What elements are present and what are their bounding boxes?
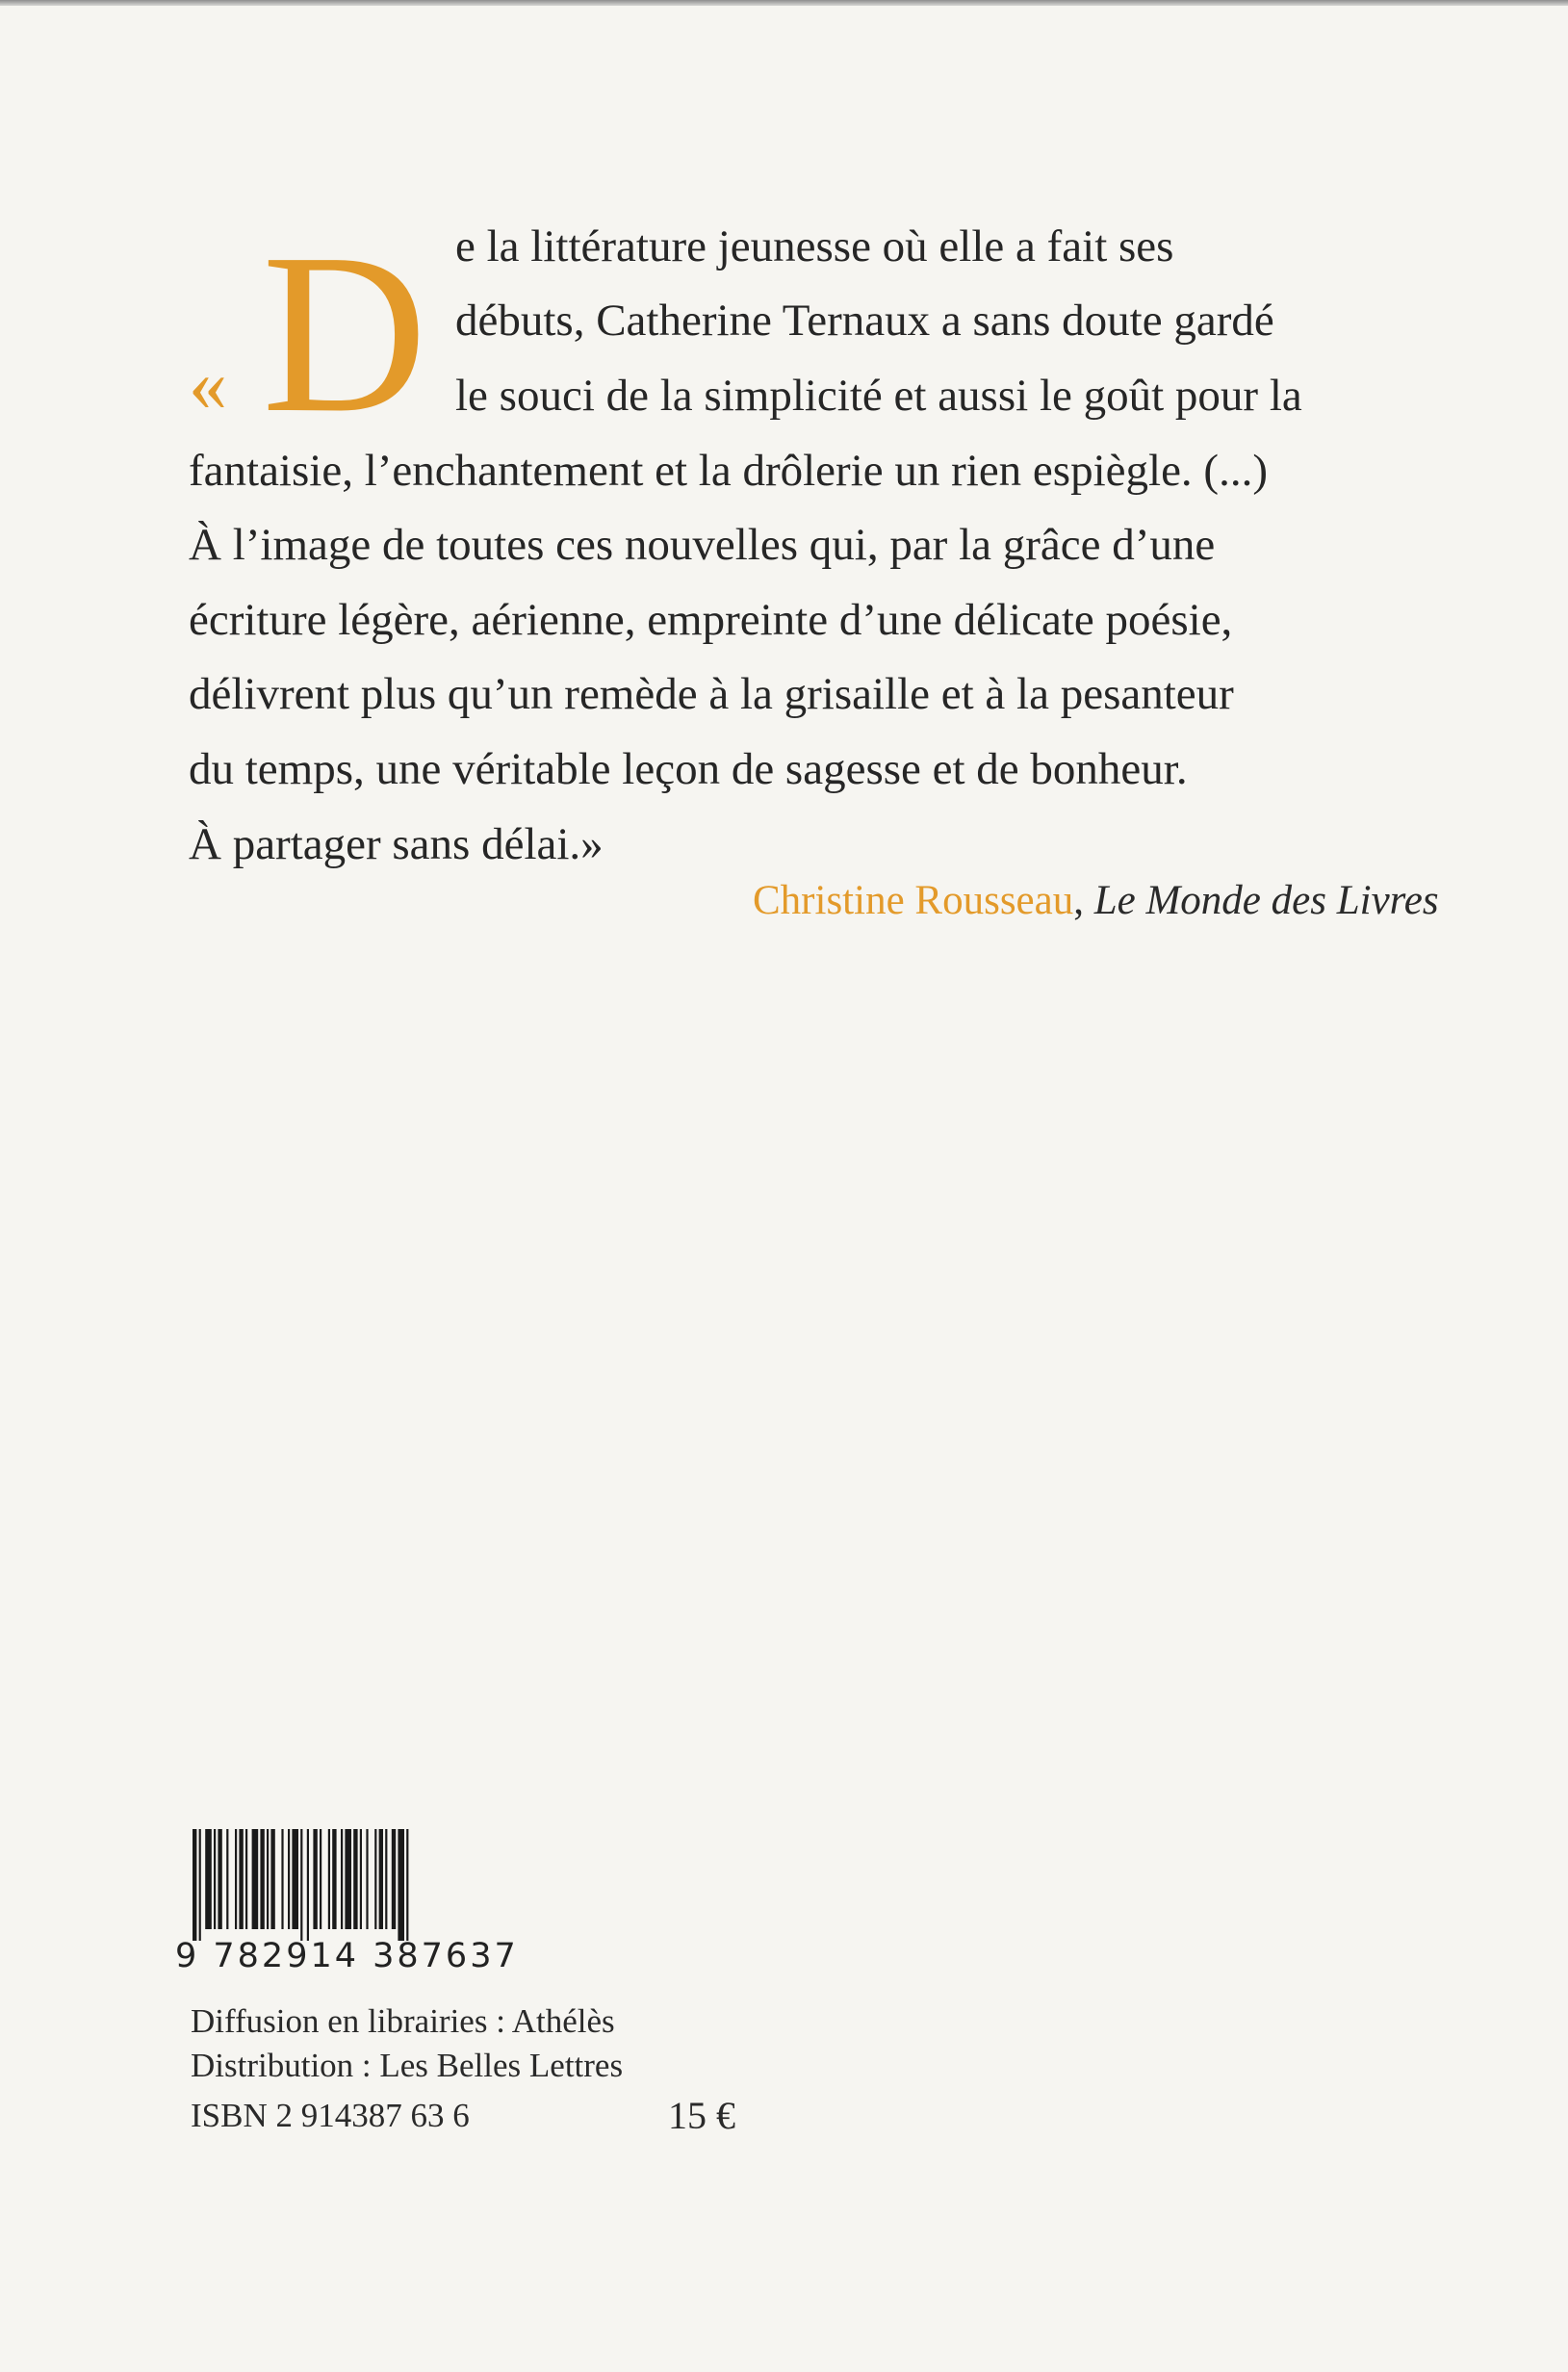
barcode-bar — [360, 1829, 362, 1929]
quote-line-5: À l’image de toutes ces nouvelles qui, par la grâce d’une — [189, 520, 1216, 570]
opening-quote-mark: « — [189, 343, 227, 427]
quote-line-9: À partager sans délai.» — [189, 819, 604, 869]
drop-cap-letter: D — [262, 207, 427, 460]
barcode-bar — [320, 1829, 321, 1929]
barcode-bar — [205, 1829, 212, 1929]
attribution-author: Christine Rousseau — [753, 878, 1074, 923]
barcode-bar — [267, 1829, 269, 1929]
quote-line-3: le souci de la simplicité et aussi le goût pour la — [455, 371, 1302, 421]
barcode-number: 9 782914 387637 — [175, 1937, 519, 1975]
diffusion-line: Diffusion en librairies : Athélès — [191, 2002, 615, 2040]
barcode-bar — [218, 1829, 221, 1929]
barcode-bar — [385, 1829, 387, 1929]
barcode-bar — [406, 1829, 408, 1941]
quote-line-4: fantaisie, l’enchantement et la drôlerie un rien espiègle. (...) — [189, 446, 1268, 496]
barcode-bar — [245, 1829, 247, 1929]
barcode-bar — [300, 1829, 302, 1941]
barcode-bar — [307, 1829, 309, 1941]
barcode-bar — [341, 1829, 343, 1929]
barcode-bar — [392, 1829, 396, 1929]
barcode-bar — [252, 1829, 259, 1929]
barcode-bar — [379, 1829, 383, 1929]
barcode-bar — [374, 1829, 376, 1929]
barcode-bar — [328, 1829, 330, 1929]
barcode-bar — [270, 1829, 274, 1929]
barcode-bar — [214, 1829, 216, 1929]
quote-line-2: débuts, Catherine Ternaux a sans doute gardé — [455, 296, 1274, 346]
quote-line-8: du temps, une véritable leçon de sagesse et de bonheur. — [189, 744, 1188, 794]
barcode-bar — [332, 1829, 336, 1929]
price-label: 15 € — [668, 2094, 735, 2137]
barcode-bar — [199, 1829, 201, 1941]
barcode-bar — [366, 1829, 368, 1929]
isbn-barcode — [193, 1829, 481, 1941]
barcode-bar — [260, 1829, 264, 1929]
barcode-bar — [292, 1829, 298, 1929]
quote-line-7: délivrent plus qu’un remède à la grisaille et à la pesanteur — [189, 669, 1234, 719]
barcode-bar — [353, 1829, 357, 1929]
attribution-separator: , — [1073, 878, 1094, 923]
quote-line-6: écriture légère, aérienne, empreinte d’une délicate poésie, — [189, 595, 1233, 645]
barcode-bar — [226, 1829, 228, 1929]
barcode-bar — [313, 1829, 317, 1929]
quote-line-1: e la littérature jeunesse où elle a fait ses — [455, 221, 1174, 271]
distribution-line: Distribution : Les Belles Lettres — [191, 2047, 624, 2084]
barcode-bar — [398, 1829, 404, 1941]
quote-attribution — [753, 876, 1439, 926]
barcode-bar — [288, 1829, 290, 1929]
barcode-bar — [193, 1829, 196, 1941]
barcode-bar — [345, 1829, 351, 1929]
attribution-source: Le Monde des Livres — [1093, 878, 1439, 923]
barcode-bar — [281, 1829, 283, 1929]
barcode-bar — [239, 1829, 243, 1929]
barcode-bar — [235, 1829, 237, 1929]
isbn-line: ISBN 2 914387 63 6 — [191, 2097, 470, 2134]
